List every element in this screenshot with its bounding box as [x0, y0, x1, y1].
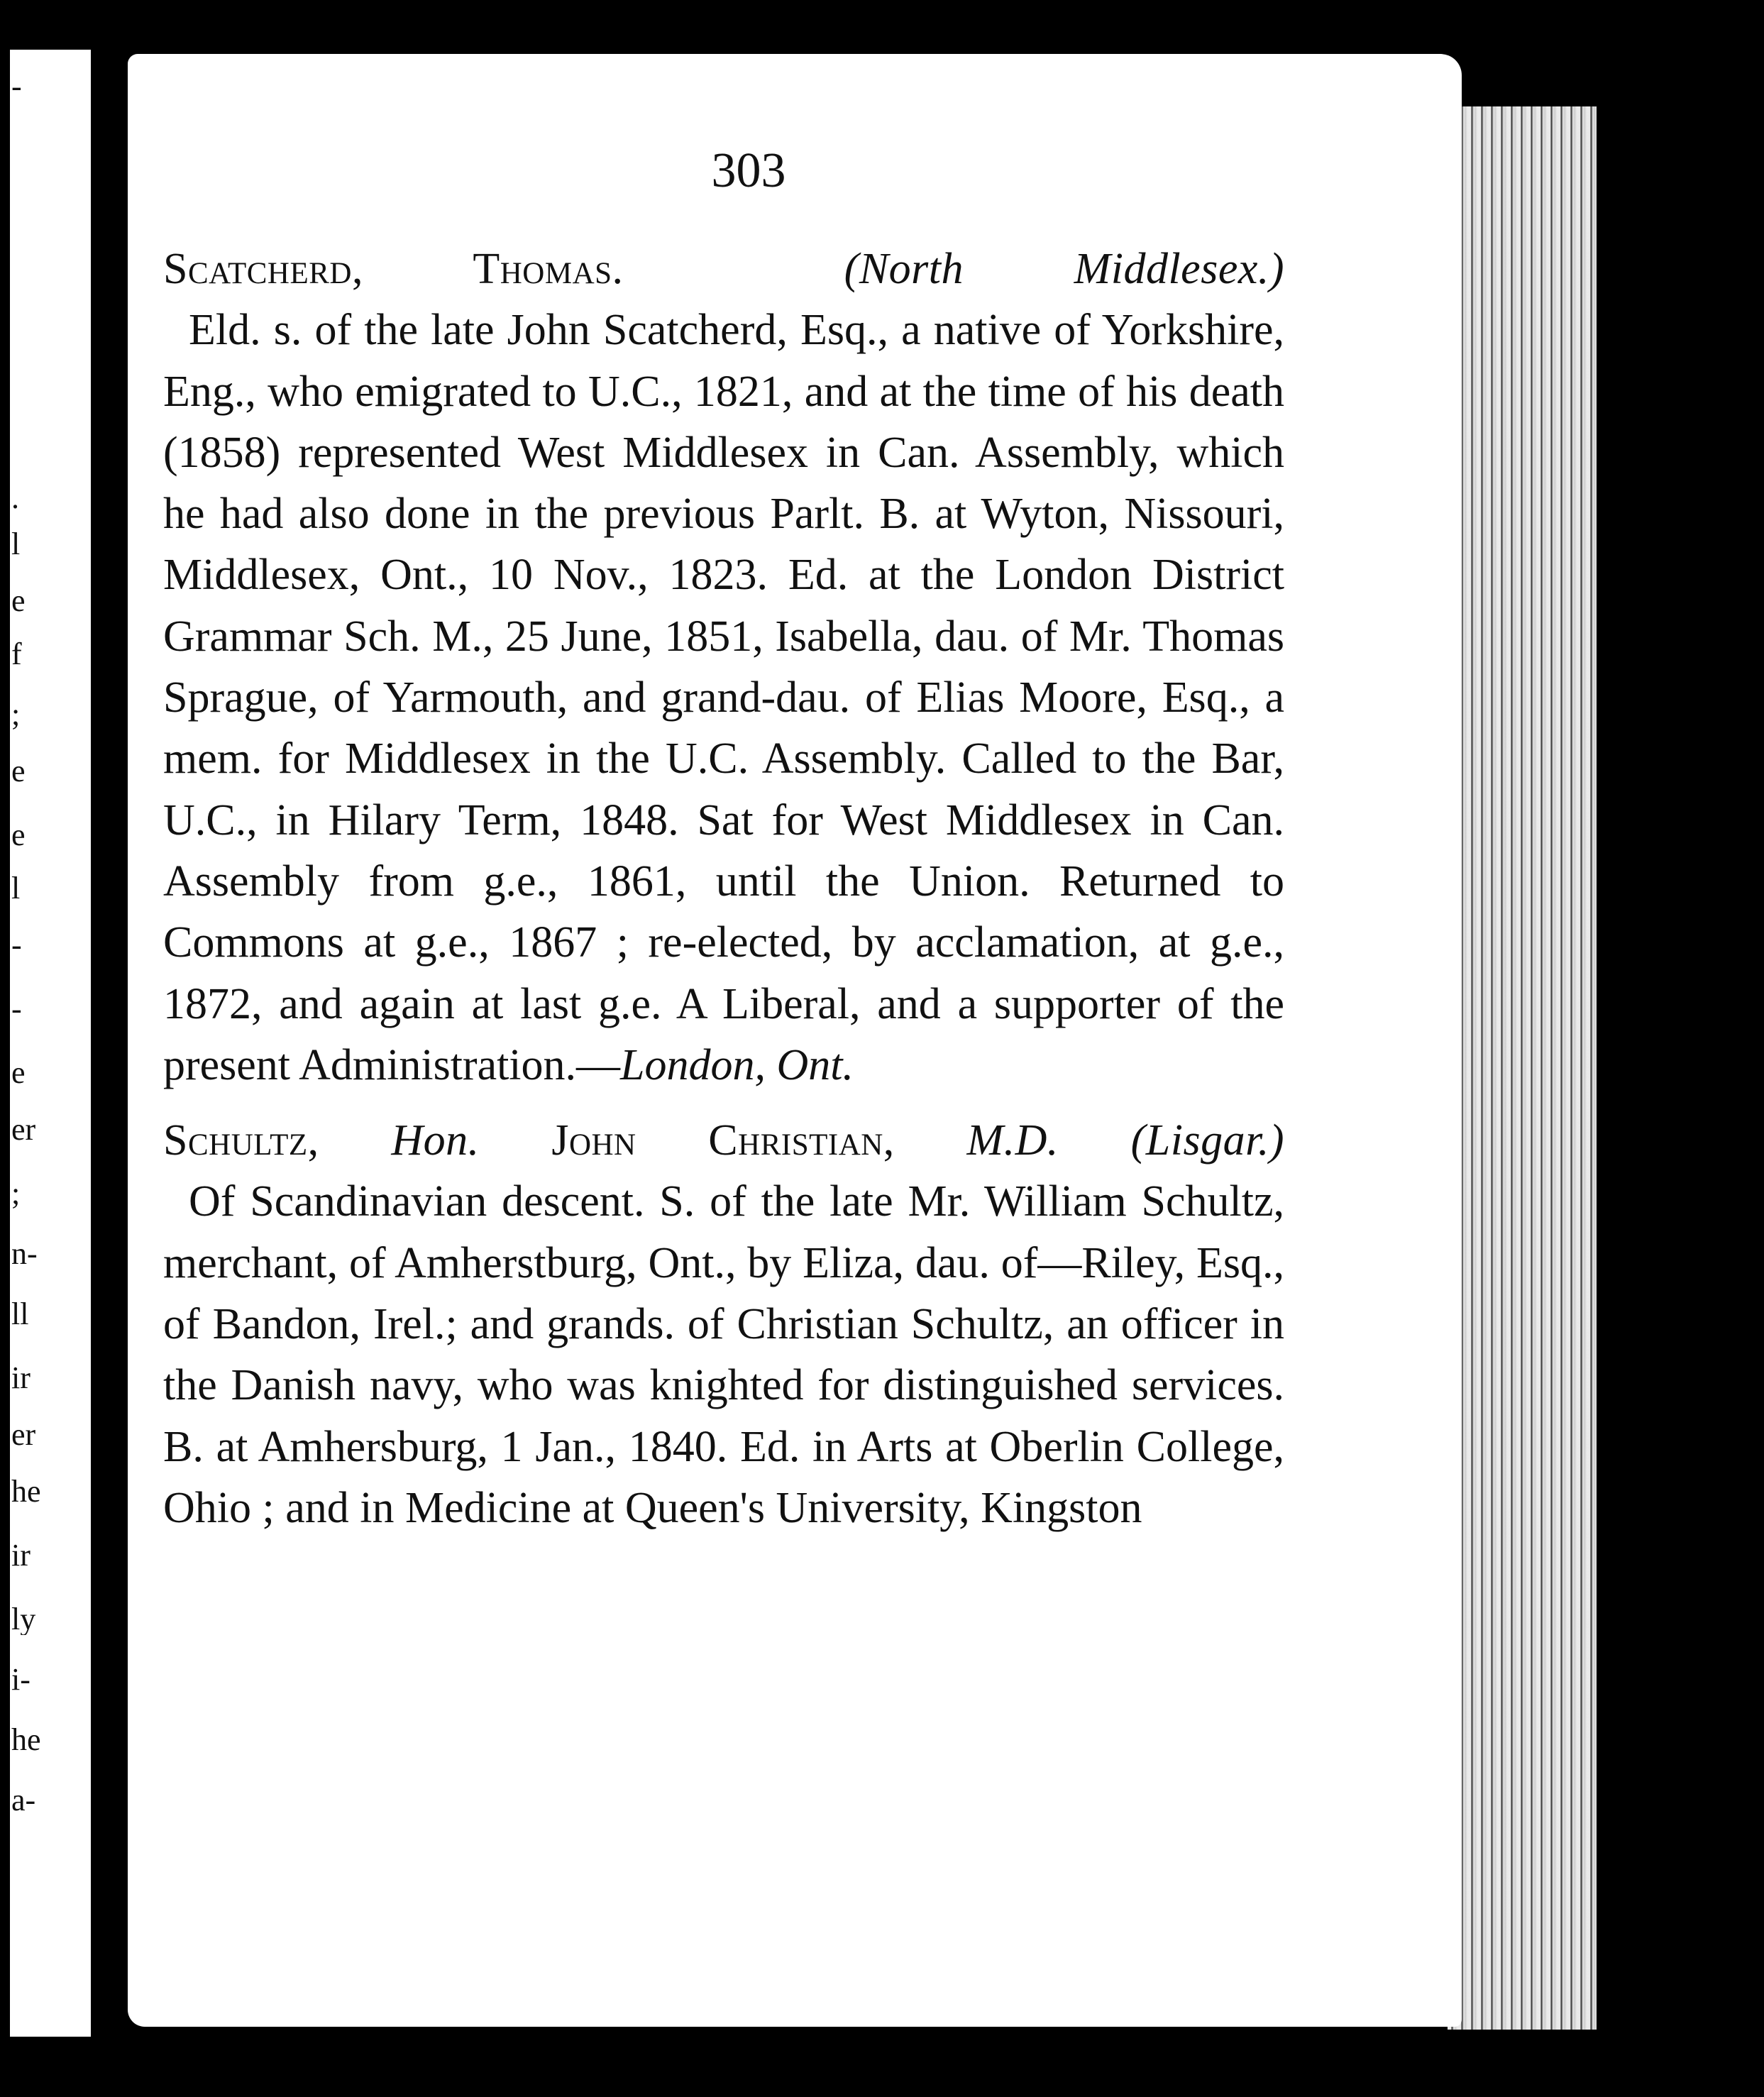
margin-fragment: ir: [11, 1363, 31, 1394]
margin-fragment: -: [11, 930, 22, 961]
margin-fragment: he: [11, 1724, 41, 1756]
margin-fragment: l: [11, 873, 21, 904]
entry-body-text: Of Scandinavian descent. S. of the late Mr. William Schultz, merchant, of Amherstburg, Ont., by Eliza, dau. of—Riley, Esq., of Bandon, Irel.; and grands. of Christian Schultz, an officer in the Danish navy, who was knighted for distinguished services. B. at Amhersburg, 1 Jan., 1840. Ed. in Arts at Oberlin College, Ohio ; and in Medicine at Queen's University, Kingston: [163, 1177, 1284, 1532]
entry-body: [163, 1171, 1284, 1539]
margin-fragment: -: [11, 994, 22, 1025]
entry-constituency: (Lisgar.): [1130, 1116, 1285, 1165]
margin-fragment: n-: [11, 1238, 38, 1270]
entry-body-text: Eld. s. of the late John Scatcherd, Esq., a native of Yorkshire, Eng., who emigrated to U.C., 1821, and at the time of his death (1858) represented West Middlesex in Can. Assembly, which he had also done in the previous Parlt. B. at Wyton, Nissouri, Middlesex, Ont., 10 Nov., 1823. Ed. at the London District Grammar Sch. M., 25 June, 1851, Isabella, dau. of Mr. Thomas Sprague, of Yarmouth, and grand-dau. of Elias Moore, Esq., a mem. for Middlesex in the U.C. Assembly. Called to the Bar, U.C., in Hilary Term, 1848. Sat for West Middlesex in Can. Assembly from g.e., 1861, until the Union. Returned to Commons at g.e., 1867 ; re-elected, by acclamation, at g.e., 1872, and again at last g.e. A Liberal, and a supporter of the present Administration.—: [163, 306, 1284, 1089]
book-fore-edge: [1448, 106, 1597, 2030]
margin-fragment: a-: [11, 1785, 36, 1816]
margin-fragment: ly: [11, 1604, 36, 1635]
margin-fragment: ;: [11, 1178, 21, 1209]
margin-fragment: e: [11, 585, 26, 617]
margin-fragment: ir: [11, 1540, 31, 1571]
margin-fragment: er: [11, 1114, 36, 1145]
margin-fragment: i-: [11, 1664, 31, 1695]
margin-fragment: er: [11, 1419, 36, 1451]
book-page: [128, 54, 1462, 2027]
background-shadow: [1597, 106, 1764, 2030]
margin-fragment: he: [11, 1476, 41, 1507]
margin-fragment: e: [11, 756, 26, 787]
margin-fragment: e: [11, 1057, 26, 1089]
entry-given-names: John Christian,: [551, 1116, 895, 1165]
entry-degree: M.D.: [966, 1116, 1059, 1165]
margin-fragment: f: [11, 639, 22, 670]
margin-fragment: .: [11, 483, 19, 514]
biography-entry: [163, 1110, 1284, 1539]
entry-name: Scatcherd, Thomas.: [163, 245, 624, 293]
entry-heading: [163, 1110, 1284, 1171]
margin-fragment: l: [11, 529, 21, 560]
margin-fragment: ;: [11, 699, 21, 730]
entry-constituency: (North Middlesex.): [844, 245, 1285, 293]
margin-fragment: ll: [11, 1299, 29, 1330]
adjacent-page-edge: [0, 50, 91, 2037]
margin-fragment: -: [11, 71, 22, 102]
page-number: 303: [711, 143, 786, 198]
page-gutter-shadow: [0, 50, 10, 2037]
entry-body: [163, 299, 1284, 1096]
entry-residence: London, Ont.: [620, 1040, 854, 1089]
biography-entry: [163, 238, 1284, 1096]
entry-heading: [163, 238, 1284, 299]
entry-honorific: Hon.: [391, 1116, 480, 1165]
entry-surname: Schultz,: [163, 1116, 319, 1165]
page-text: [163, 238, 1284, 1553]
margin-fragment: e: [11, 820, 26, 851]
